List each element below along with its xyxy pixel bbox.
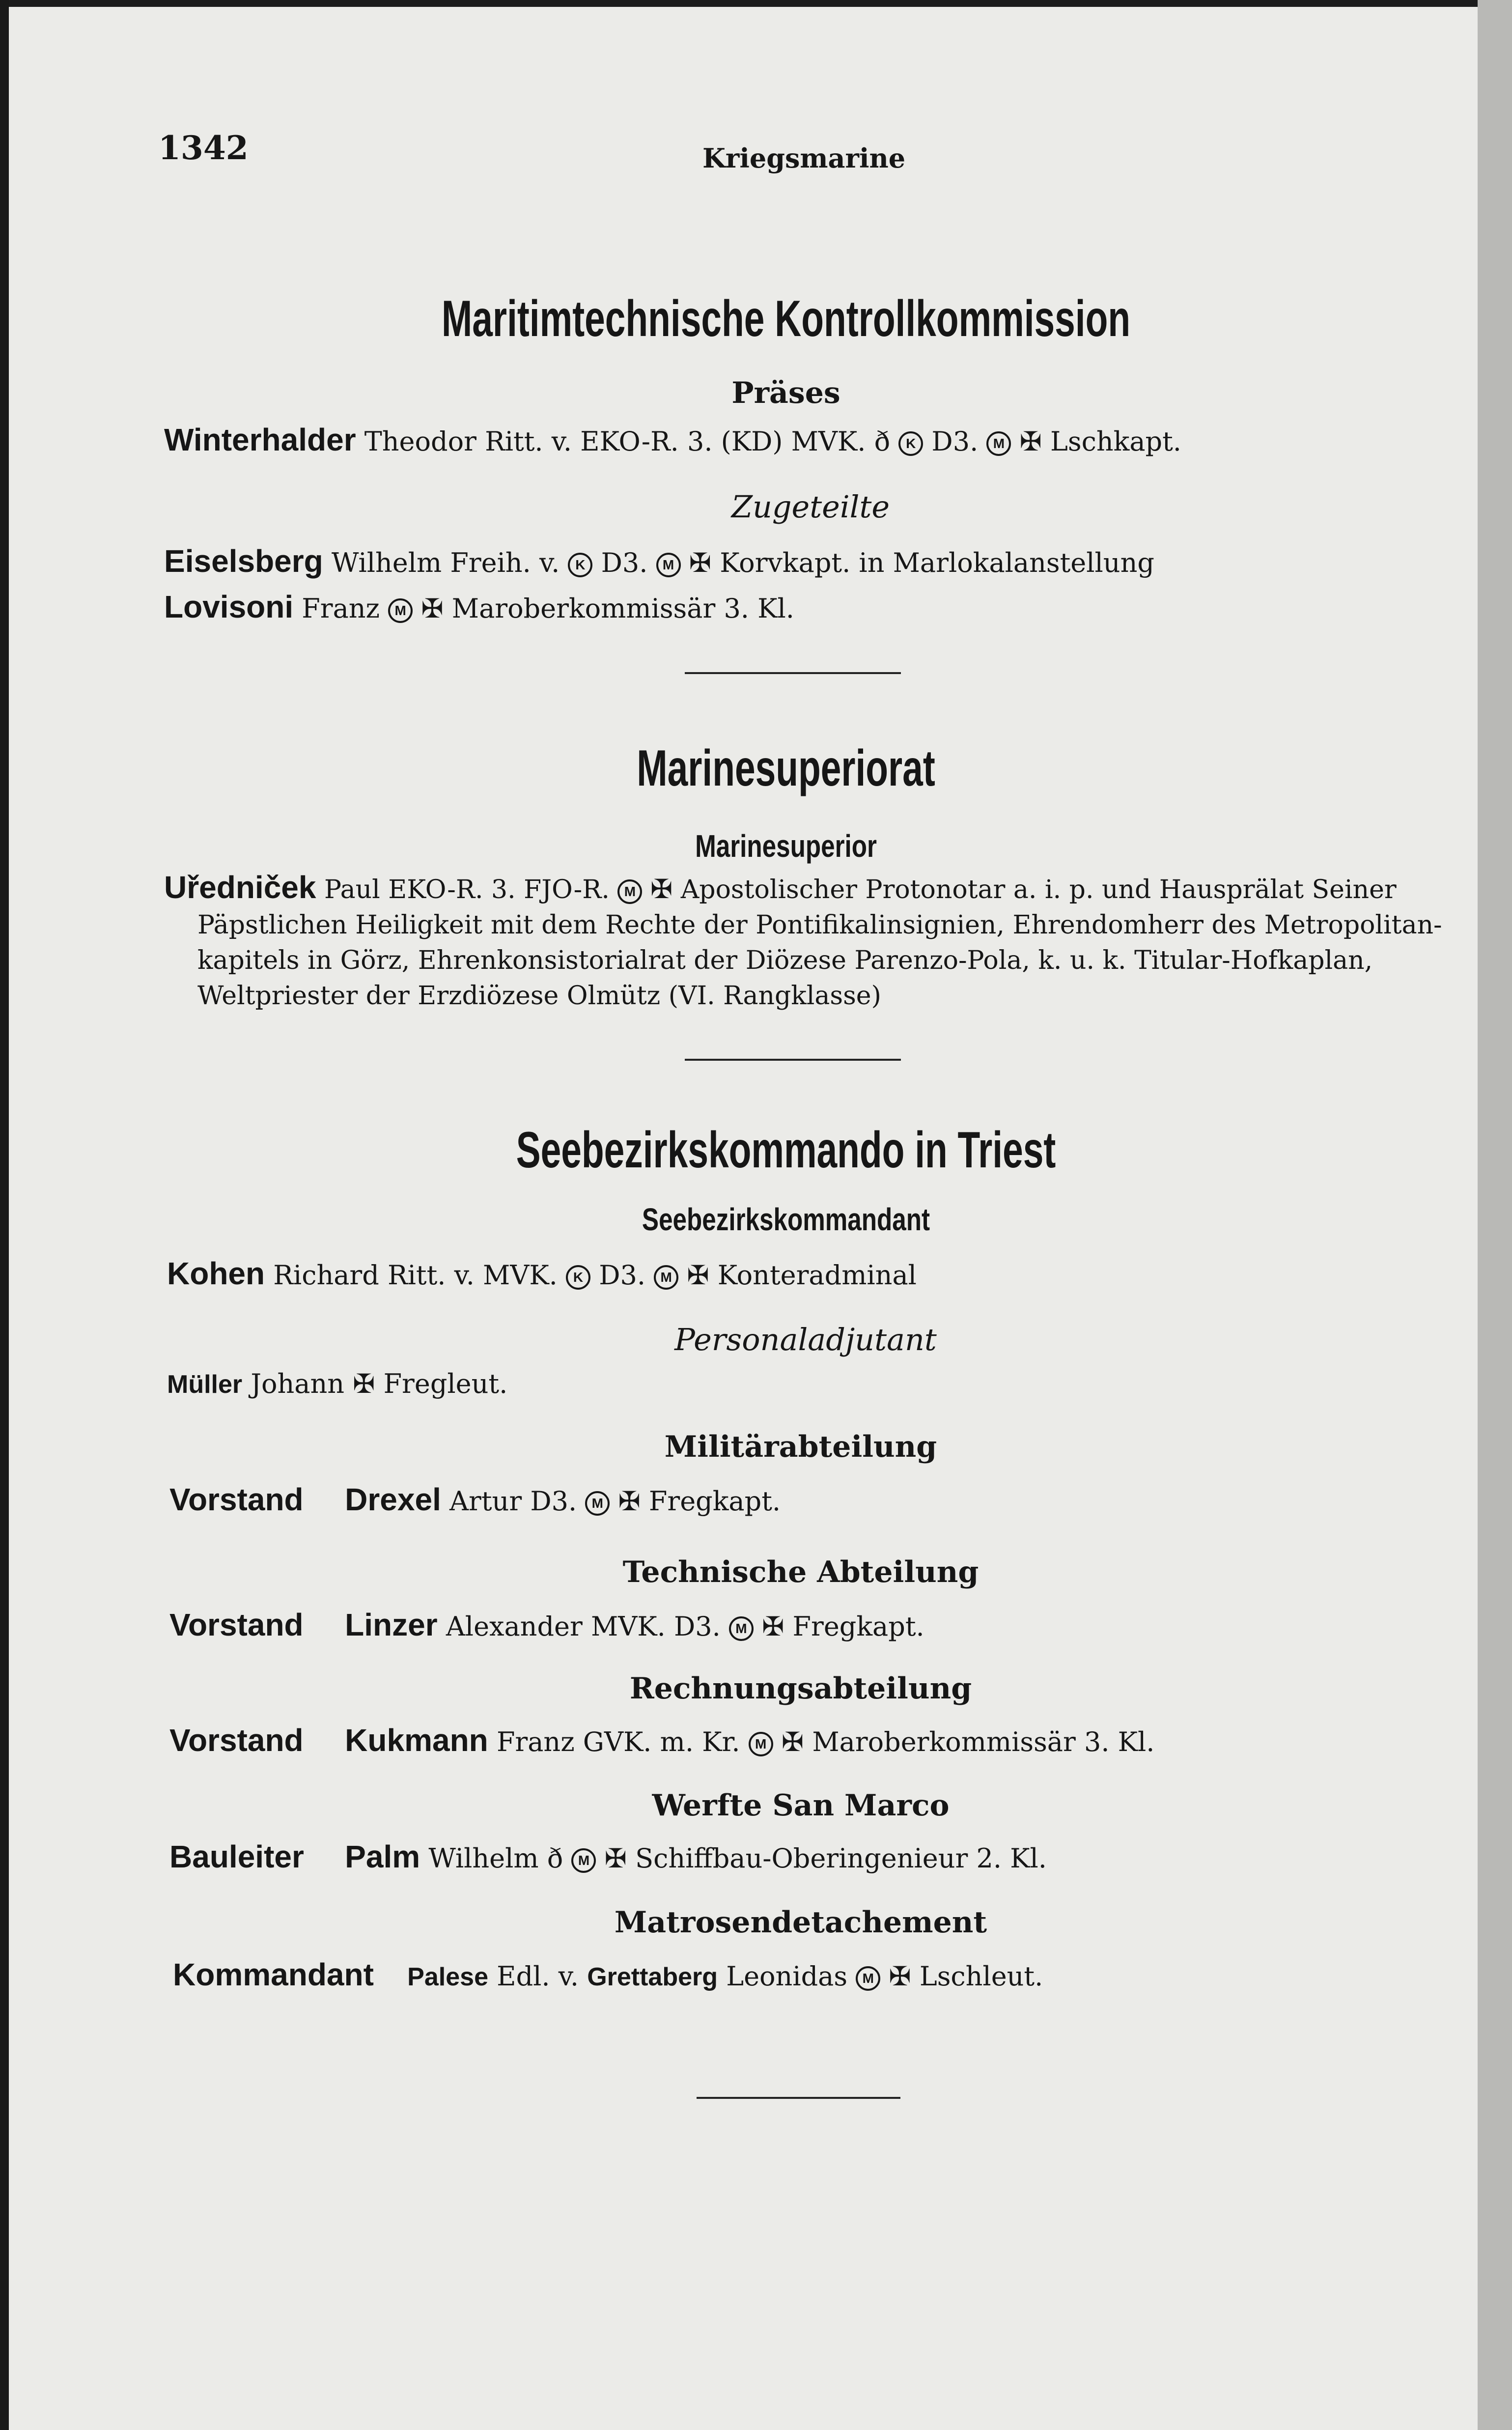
role-label: Bauleiter xyxy=(169,1839,304,1874)
surname: Kohen xyxy=(167,1256,265,1291)
cross-icon: ✠ xyxy=(1019,426,1042,457)
cross-icon: ✠ xyxy=(650,874,673,904)
divider-end xyxy=(697,2097,900,2099)
entry-palm xyxy=(169,1838,1047,1875)
entry-text: Franz xyxy=(302,593,380,624)
surname: Müller xyxy=(167,1370,243,1399)
entry-winterhalder xyxy=(164,422,1181,458)
medal-m-icon: M xyxy=(856,1966,880,1991)
medal-m-icon: M xyxy=(654,1265,678,1290)
entry-rank: Lschkapt. xyxy=(1050,426,1181,457)
medal-k-icon: K xyxy=(566,1265,590,1290)
entry-text: Franz GVK. m. Kr. xyxy=(496,1726,740,1757)
medal-m-icon: M xyxy=(729,1616,754,1641)
entry-line-4: Weltpriester der Erzdiözese Olmütz (VI. Rangklasse) xyxy=(197,981,881,1011)
decoration-icon: ð xyxy=(874,426,891,457)
entry-text: D3. xyxy=(601,547,648,578)
entry-rank: Maroberkommissär 3. Kl. xyxy=(451,593,794,624)
entry-rank: Fregkapt. xyxy=(648,1486,781,1517)
medal-m-icon: M xyxy=(617,879,642,904)
surname: Linzer xyxy=(345,1607,438,1642)
entry-eiselsberg xyxy=(164,543,1154,579)
section-title-seebezirkskommando: Seebezirkskommando in Triest xyxy=(516,1122,1056,1179)
subheading-personaladjutant: Personaladjutant xyxy=(674,1322,937,1357)
medal-m-icon: M xyxy=(749,1732,773,1756)
surname: Eiselsberg xyxy=(164,543,323,579)
entry-urednicek xyxy=(164,870,1442,1014)
divider xyxy=(685,672,901,674)
medal-m-icon: M xyxy=(656,553,681,577)
surname: Lovisoni xyxy=(164,589,294,624)
surname: Palese xyxy=(407,1963,488,1991)
divider xyxy=(685,1059,901,1061)
subsection-militaerabteilung: Militärabteilung xyxy=(664,1430,937,1464)
subsection-werfte-san-marco: Werfte San Marco xyxy=(652,1788,950,1823)
role-label: Vorstand xyxy=(169,1482,304,1517)
scan-edge-top xyxy=(0,0,1512,7)
page-number: 1342 xyxy=(158,129,249,167)
entry-text: Paul EKO-R. 3. FJO-R. xyxy=(324,875,610,904)
subheading-seebezirkskommandant: Seebezirkskommandant xyxy=(642,1202,930,1237)
entry-text: Artur xyxy=(449,1486,522,1517)
role-label: Kommandant xyxy=(173,1957,374,1992)
entry-palese xyxy=(173,1956,1043,1993)
entry-rank: Konteradminal xyxy=(717,1260,917,1291)
entry-line-1 xyxy=(164,870,1422,907)
entry-text: D3. xyxy=(599,1260,646,1291)
medal-m-icon: M xyxy=(388,598,413,623)
entry-drexel xyxy=(169,1481,781,1518)
entry-rank: Fregleut. xyxy=(383,1368,508,1399)
entry-rank: Lschleut. xyxy=(919,1961,1043,1992)
cross-icon: ✠ xyxy=(889,1961,911,1992)
surname: Drexel xyxy=(345,1482,441,1517)
entry-lovisoni xyxy=(164,589,794,625)
entry-line-3: kapitels in Görz, Ehrenkonsistorialrat der Diözese Parenzo-Pola, k. u. k. Titular-Hofkaplan, xyxy=(197,946,1373,975)
running-title: Kriegsmarine xyxy=(702,142,906,174)
entry-rank: Schiffbau-Oberingenieur 2. Kl. xyxy=(635,1843,1047,1874)
medal-k-icon: K xyxy=(568,553,592,577)
surname: Winterhalder xyxy=(164,422,356,457)
entry-text: Theodor Ritt. v. EKO-R. 3. (KD) MVK. xyxy=(364,426,866,457)
scan-edge-left xyxy=(0,0,9,2430)
entry-text: D3. xyxy=(530,1486,577,1517)
surname: Palm xyxy=(345,1839,420,1874)
entry-text: Edl. v. xyxy=(497,1961,579,1992)
entry-text: Richard Ritt. v. MVK. xyxy=(273,1260,558,1291)
entry-text: D3. xyxy=(673,1611,721,1642)
medal-m-icon: M xyxy=(986,431,1011,456)
surname: Uředniček xyxy=(164,870,316,905)
entry-text: Leonidas xyxy=(726,1961,848,1992)
section-title-kontrollkommission: Maritimtechnische Kontrollkommission xyxy=(441,290,1131,347)
entry-text: Wilhelm xyxy=(428,1843,539,1874)
role-label: Vorstand xyxy=(169,1723,304,1758)
entry-text: Apostolischer Protonotar a. i. p. und Hausprälat Seiner xyxy=(680,875,1397,904)
cross-icon: ✠ xyxy=(353,1368,375,1399)
subheading-praeses: Präses xyxy=(731,376,840,410)
surname: Kukmann xyxy=(345,1723,488,1758)
scan-edge-right xyxy=(1478,0,1512,2430)
entry-rank: Fregkapt. xyxy=(792,1611,924,1642)
medal-m-icon: M xyxy=(585,1491,610,1516)
cross-icon: ✠ xyxy=(762,1611,784,1642)
cross-icon: ✠ xyxy=(687,1260,709,1291)
cross-icon: ✠ xyxy=(689,547,712,578)
entry-rank: Korvkapt. in Marlokalanstellung xyxy=(720,547,1154,578)
entry-line-2: Päpstlichen Heiligkeit mit dem Rechte der Pontifikalinsignien, Ehrendomherr des Metropolitan- xyxy=(197,910,1442,940)
entry-kukmann xyxy=(169,1722,1154,1758)
cross-icon: ✠ xyxy=(618,1486,641,1517)
section-title-marinesuperiorat: Marinesuperiorat xyxy=(637,740,935,797)
cross-icon: ✠ xyxy=(421,593,444,624)
subsection-rechnungsabteilung: Rechnungsabteilung xyxy=(629,1671,972,1706)
medal-m-icon: M xyxy=(571,1848,596,1873)
subsection-technische-abteilung: Technische Abteilung xyxy=(622,1555,979,1589)
surname-2: Grettaberg xyxy=(587,1963,718,1991)
entry-text: D3. xyxy=(931,426,979,457)
entry-linzer xyxy=(169,1607,924,1643)
decoration-icon: ð xyxy=(547,1843,563,1874)
role-label: Vorstand xyxy=(169,1607,304,1642)
subsection-matrosendetachement: Matrosendetachement xyxy=(614,1905,987,1940)
entry-text: Wilhelm Freih. v. xyxy=(331,547,560,578)
subheading-zugeteilte: Zugeteilte xyxy=(731,489,890,525)
entry-kohen xyxy=(167,1255,917,1292)
cross-icon: ✠ xyxy=(604,1843,627,1874)
entry-mueller xyxy=(167,1368,507,1399)
entry-text: Johann xyxy=(251,1368,344,1399)
subheading-marinesuperior: Marinesuperior xyxy=(695,828,877,864)
entry-rank: Maroberkommissär 3. Kl. xyxy=(812,1726,1155,1757)
medal-k-icon: K xyxy=(898,431,923,456)
entry-text: Alexander MVK. xyxy=(446,1611,666,1642)
cross-icon: ✠ xyxy=(781,1726,804,1757)
